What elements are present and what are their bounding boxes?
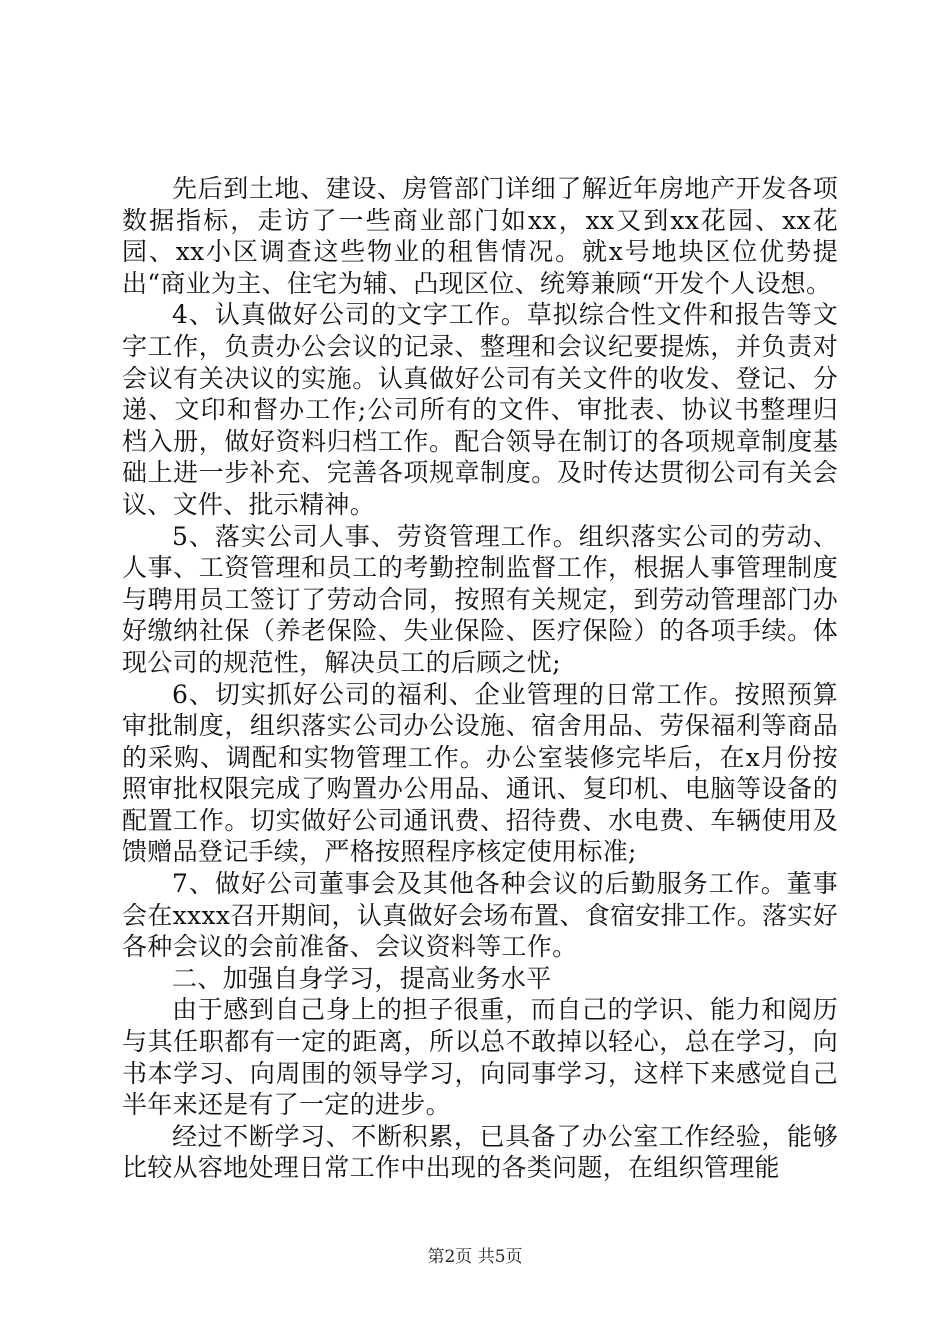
- document-body: [122, 173, 838, 1184]
- paragraph-experience: 经过不断学习、不断积累，已具备了办公室工作经验，能够比较从容地处理日常工作中出现的各类问题，在组织管理能: [122, 1121, 838, 1183]
- paragraph-research: 先后到土地、建设、房管部门详细了解近年房地产开发各项数据指标，走访了一些商业部门如xx，xx又到xx花园、xx花园、xx小区调查这些物业的租售情况。就x号地块区位优势提出“商业为主、住宅为辅、凸现区位、统筹兼顾“开发个人设想。: [122, 174, 838, 298]
- paragraph-learning: 由于感到自己身上的担子很重，而自己的学识、能力和阅历与其任职都有一定的距离，所以总不敢掉以轻心，总在学习，向书本学习、向周围的领导学习，向同事学习，这样下来感觉自己半年来还是有了一定的进步。: [122, 995, 838, 1120]
- paragraph-item-6: 6、切实抓好公司的福利、企业管理的日常工作。按照预算审批制度，组织落实公司办公设施、宿舍用品、劳保福利等商品的采购、调配和实物管理工作。办公室装修完毕后，在x月份按照审批权限完成了购置办公用品、通讯、复印机、电脑等设备的配置工作。切实做好公司通讯费、招待费、水电费、车辆使用及馈赠品登记手续，严格按照程序核定使用标准;: [122, 679, 838, 867]
- page-number-footer: 第2页 共5页: [427, 1247, 523, 1267]
- paragraph-item-5: 5、落实公司人事、劳资管理工作。组织落实公司的劳动、人事、工资管理和员工的考勤控制监督工作，根据人事管理制度与聘用员工签订了劳动合同，按照有关规定，到劳动管理部门办好缴纳社保（养老保险、失业保险、医疗保险）的各项手续。体现公司的规范性，解决员工的后顾之忧;: [122, 521, 838, 677]
- paragraph-item-7: 7、做好公司董事会及其他各种会议的后勤服务工作。董事会在xxxx召开期间，认真做好会场布置、食宿安排工作。落实好各种会议的会前准备、会议资料等工作。: [122, 869, 838, 962]
- section-heading: 二、加强自身学习，提高业务水平: [172, 963, 552, 993]
- paragraph-item-4: 4、认真做好公司的文字工作。草拟综合性文件和报告等文字工作，负责办公会议的记录、整理和会议纪要提炼，并负责对会议有关决议的实施。认真做好公司有关文件的收发、登记、分递、文印和督办工作;公司所有的文件、审批表、协议书整理归档入册，做好资料归档工作。配合领导在制订的各项规章制度基础上进一步补充、完善各项规章制度。及时传达贯彻公司有关会议、文件、批示精神。: [122, 300, 838, 519]
